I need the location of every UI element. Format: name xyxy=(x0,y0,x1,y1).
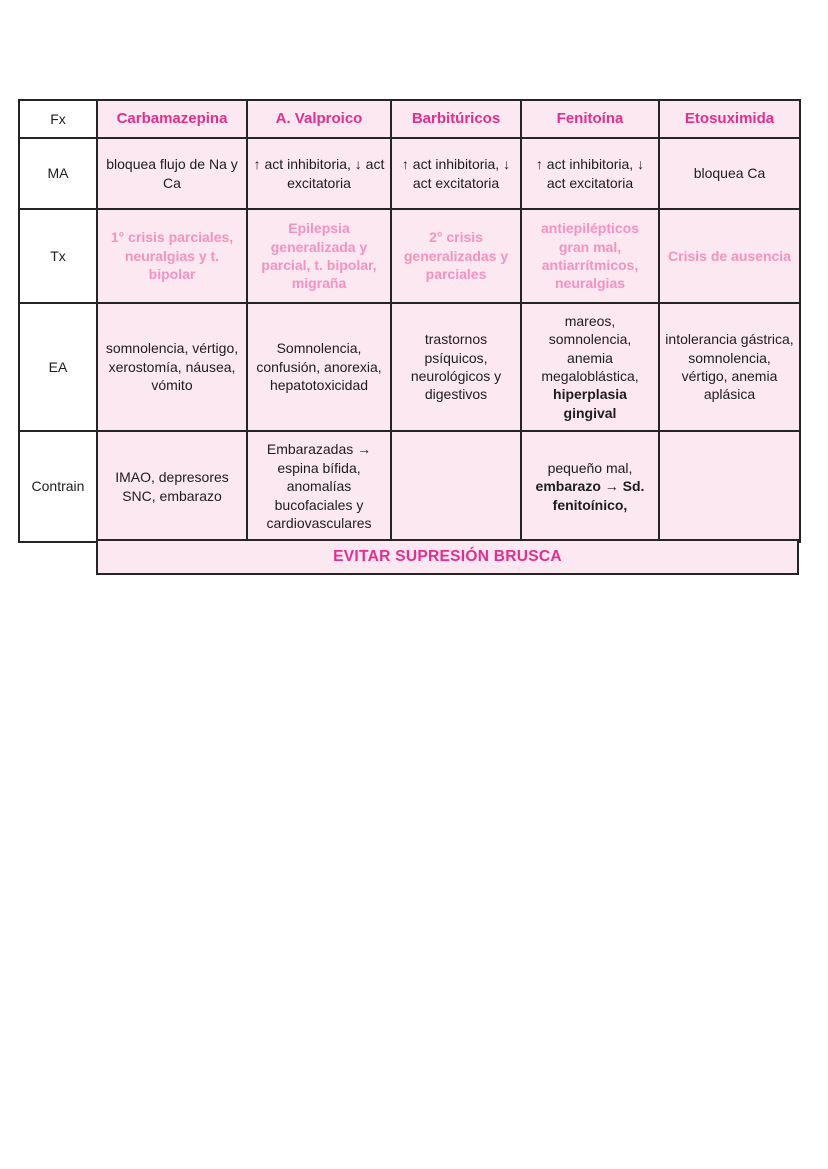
cell-ma-valproico: ↑ act inhibitoria, ↓ act excitatoria xyxy=(247,138,391,209)
cell-ea-etosuximida: intolerancia gástrica, somnolencia, vértigo, anemia aplásica xyxy=(659,303,800,431)
cell-contrain-barbituricos xyxy=(391,431,521,542)
cell-ma-etosuximida: bloquea Ca xyxy=(659,138,800,209)
row-label-contrain: Contrain xyxy=(19,431,97,542)
row-treatment-indications xyxy=(19,209,800,303)
cell-ma-carbamazepina: bloquea flujo de Na y Ca xyxy=(97,138,247,209)
footer-warning-banner xyxy=(96,539,799,575)
cell-ea-fenitoina-normal-text: mareos, somnolencia, anemia megaloblástica, xyxy=(541,312,639,384)
cell-contrain-fenitoina-bold-text: embarazo → Sd. fenitoínico, xyxy=(535,478,645,513)
column-header-fenitoina: Fenitoína xyxy=(521,100,659,138)
row-label-ea: EA xyxy=(19,303,97,431)
cell-tx-carbamazepina: 1° crisis parciales, neuralgias y t. bipolar xyxy=(97,209,247,303)
row-mechanism-of-action xyxy=(19,138,800,209)
cell-ea-carbamazepina: somnolencia, vértigo, xerostomía, náusea, vómito xyxy=(97,303,247,431)
table-header-row xyxy=(19,100,800,138)
cell-ma-fenitoina: ↑ act inhibitoria, ↓ act excitatoria xyxy=(521,138,659,209)
cell-contrain-carbamazepina: IMAO, depresores SNC, embarazo xyxy=(97,431,247,542)
cell-ea-fenitoina-bold-text: hiperplasia gingival xyxy=(553,386,627,421)
cell-ma-barbituricos: ↑ act inhibitoria, ↓ act excitatoria xyxy=(391,138,521,209)
cell-tx-barbituricos: 2° crisis generalizadas y parciales xyxy=(391,209,521,303)
cell-ea-fenitoina xyxy=(521,303,659,431)
cell-contrain-etosuximida xyxy=(659,431,800,542)
drug-comparison-table xyxy=(18,99,801,543)
column-header-valproico: A. Valproico xyxy=(247,100,391,138)
column-header-carbamazepina: Carbamazepina xyxy=(97,100,247,138)
row-contraindications xyxy=(19,431,800,542)
row-label-tx: Tx xyxy=(19,209,97,303)
cell-tx-fenitoina: antiepilépticos gran mal, antiarrítmicos, neuralgias xyxy=(521,209,659,303)
column-header-etosuximida: Etosuximida xyxy=(659,100,800,138)
cell-contrain-valproico: Embarazadas → espina bífida, anomalías bucofaciales y cardiovasculares xyxy=(247,431,391,542)
cell-ea-barbituricos: trastornos psíquicos, neurológicos y digestivos xyxy=(391,303,521,431)
cell-tx-valproico: Epilepsia generalizada y parcial, t. bipolar, migraña xyxy=(247,209,391,303)
corner-header-fx: Fx xyxy=(19,100,97,138)
column-header-barbituricos: Barbitúricos xyxy=(391,100,521,138)
cell-contrain-fenitoina xyxy=(521,431,659,542)
row-adverse-effects xyxy=(19,303,800,431)
footer-warning-text: EVITAR SUPRESIÓN BRUSCA xyxy=(333,548,562,565)
cell-ea-valproico: Somnolencia, confusión, anorexia, hepatotoxicidad xyxy=(247,303,391,431)
row-label-ma: MA xyxy=(19,138,97,209)
cell-tx-etosuximida: Crisis de ausencia xyxy=(659,209,800,303)
cell-contrain-fenitoina-normal-text: pequeño mal, xyxy=(547,459,633,476)
